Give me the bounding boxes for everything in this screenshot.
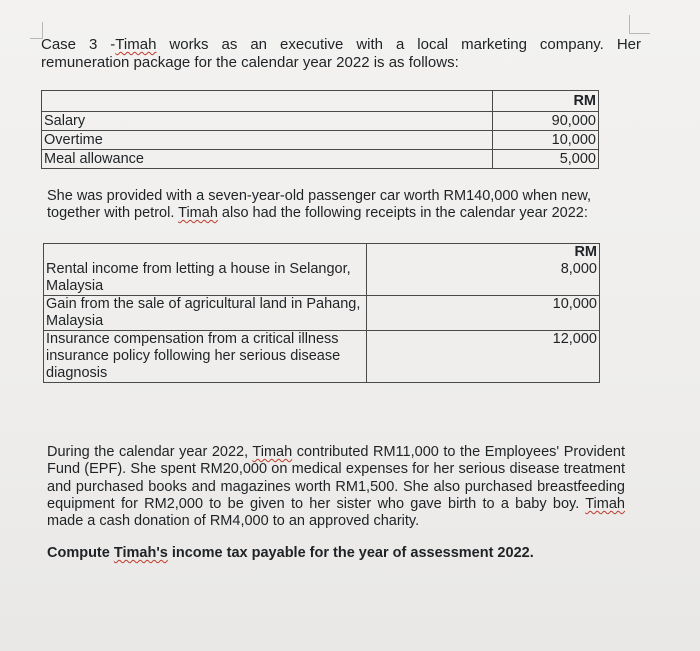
row-amount: 10,000: [367, 296, 600, 331]
table-row: [42, 131, 599, 150]
row-item: Rental income from letting a house in Selangor, Malaysia: [44, 261, 367, 296]
row-item: Meal allowance: [42, 150, 493, 169]
row-amount: 8,000: [367, 261, 600, 296]
question-prompt: Compute Timah's income tax payable for the year of assessment 2022.: [47, 545, 534, 561]
row-item: Insurance compensation from a critical illness insurance policy following her serious disease diagnosis: [44, 331, 367, 383]
receipts-table: [43, 243, 600, 383]
row-amount: 90,000: [493, 112, 599, 131]
table-row: [44, 331, 600, 383]
row-item: Gain from the sale of agricultural land in Pahang, Malaysia: [44, 296, 367, 331]
currency-header: RM: [367, 244, 600, 262]
row-amount: 12,000: [367, 331, 600, 383]
name-timah: Timah: [585, 495, 625, 512]
table-row: [44, 261, 600, 296]
name-timah: Timah: [178, 205, 218, 221]
row-item: Overtime: [42, 131, 493, 150]
name-timah: Timah: [252, 444, 293, 460]
table-row: [44, 296, 600, 331]
case-intro-paragraph: Case 3 -Timah works as an executive with a local marketing company. Her remuneration package for the calendar year 2022 is as follows:: [41, 36, 641, 71]
row-item: Salary: [42, 112, 493, 131]
car-paragraph: She was provided with a seven-year-old passenger car worth RM140,000 when new, together with petrol. Timah also had the following receipts in the calendar year 2022:: [47, 188, 592, 221]
remuneration-table: [41, 90, 599, 169]
row-amount: 10,000: [493, 131, 599, 150]
table-header-row: [42, 91, 599, 112]
name-timah: Timah's: [113, 545, 168, 561]
row-amount: 5,000: [493, 150, 599, 169]
name-timah: Timah: [115, 36, 157, 53]
table-row: [42, 150, 599, 169]
table-row: [42, 112, 599, 131]
table-header-row: [44, 244, 600, 262]
expenses-paragraph: During the calendar year 2022, Timah contributed RM11,000 to the Employees' Provident Fund (EPF). She spent RM20,000 on medical expenses for her serious disease treatment and purchased books and magazines worth RM1,500. She also purchased breastfeeding equipment for RM2,000 to be given to her sister who gave birth to a baby boy. Timah made a cash donation of RM4,000 to an approved charity.: [47, 444, 625, 530]
corner-crop-mark: [629, 15, 650, 34]
currency-header: RM: [493, 91, 599, 112]
case-heading: Case 3: [41, 36, 98, 53]
